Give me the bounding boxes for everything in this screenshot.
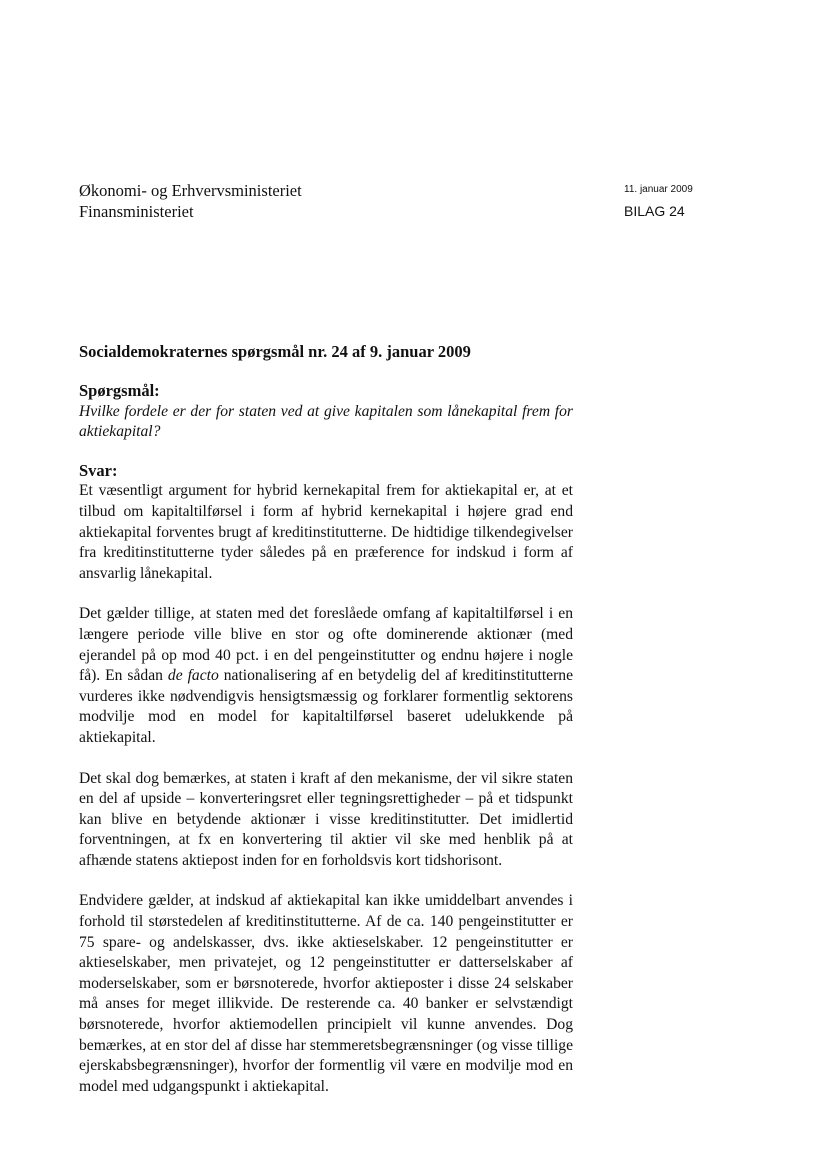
document-meta <box>624 183 693 222</box>
answer-paragraph-2 <box>79 604 573 748</box>
answer-paragraph-2-italic: de facto <box>167 667 219 685</box>
document-date: 11. januar 2009 <box>624 184 693 195</box>
question-heading: Spørgsmål: <box>79 381 160 400</box>
answer-paragraph-4: Endvidere gælder, at indskud af aktiekapital kan ikke umiddelbart anvendes i forhold til størstedelen af kreditinstitutterne. Af de ca. 140 pengeinstitutter er 75 spare- og andelskasser, dvs. ikke aktieselskaber. 12 pengeinstitutter er aktieselskaber, men privatejet, og 12 pengeinstitutter er datterselskaber af moderselskaber, som er børsnoterede, hvorfor aktieposter i disse 24 selskaber må anses for meget illikvide. De resterende ca. 40 banker er selvstændigt børsnoterede, hvorfor aktiemodellen principielt vil kunne anvendes. Dog bemærkes, at en stor del af disse har stemmeretsbegrænsninger (og visse tillige ejerskabsbegrænsninger), hvorfor der formentlig vil være en modvilje mod en model med udgangspunkt i aktiekapital. <box>79 892 573 1095</box>
sender-ministry-1: Økonomi- og Erhvervsministeriet <box>79 181 302 200</box>
document-body <box>79 381 573 1097</box>
answer-heading: Svar: <box>79 460 118 480</box>
sender-ministry-2: Finansministeriet <box>79 202 194 221</box>
answer-paragraph-3: Det skal dog bemærkes, at staten i kraft af den mekanisme, der vil sikre staten en del af upside – konverteringsret eller tegningsrettigheder – på et tidspunkt kan blive en betydende aktionær i visse kreditinstitutter. Det imidlertid forventningen, at fx en konvertering til aktier vil ske med henblik på at afhænde statens aktiepost inden for en forholdsvis kort tidshorisont. <box>79 769 573 869</box>
answer-paragraph-2-part-2: nationalisering af en betydelig del af kreditinstitutterne vurderes ikke nødvendigvis hensigtsmæssig og forklarer formentlig sektorens modvilje mod en model for kapitaltilførsel baseret udelukkende på aktiekapital. <box>79 667 574 746</box>
answer-paragraph-2-part-1: Det gælder tillige, at staten med det foreslåede omfang af kapitaltilførsel i en længere periode ville blive en stor og ofte dominerende aktionær (med ejerandel på op mod 40 pct. i en del pengeinstitutter og endnu højere i nogle få). En sådan <box>79 605 573 685</box>
appendix-label: BILAG 24 <box>624 203 685 219</box>
answer-paragraph-1: Et væsentligt argument for hybrid kernekapital frem for aktiekapital er, at et tilbud om kapitaltilførsel i form af hybrid kernekapital i højere grad end aktiekapital forventes brugt af kreditinstitutterne. De hidtidige tilkendegivelser fra kreditinstitutterne tyder således på en præference for indskud i form af ansvarlig lånekapital. <box>79 482 573 582</box>
document-title: Socialdemokraternes spørgsmål nr. 24 af 9. januar 2009 <box>79 342 471 361</box>
sender-block <box>79 180 302 222</box>
question-text: Hvilke fordele er der for staten ved at give kapitalen som lånekapital frem for aktiekapital? <box>79 402 573 441</box>
